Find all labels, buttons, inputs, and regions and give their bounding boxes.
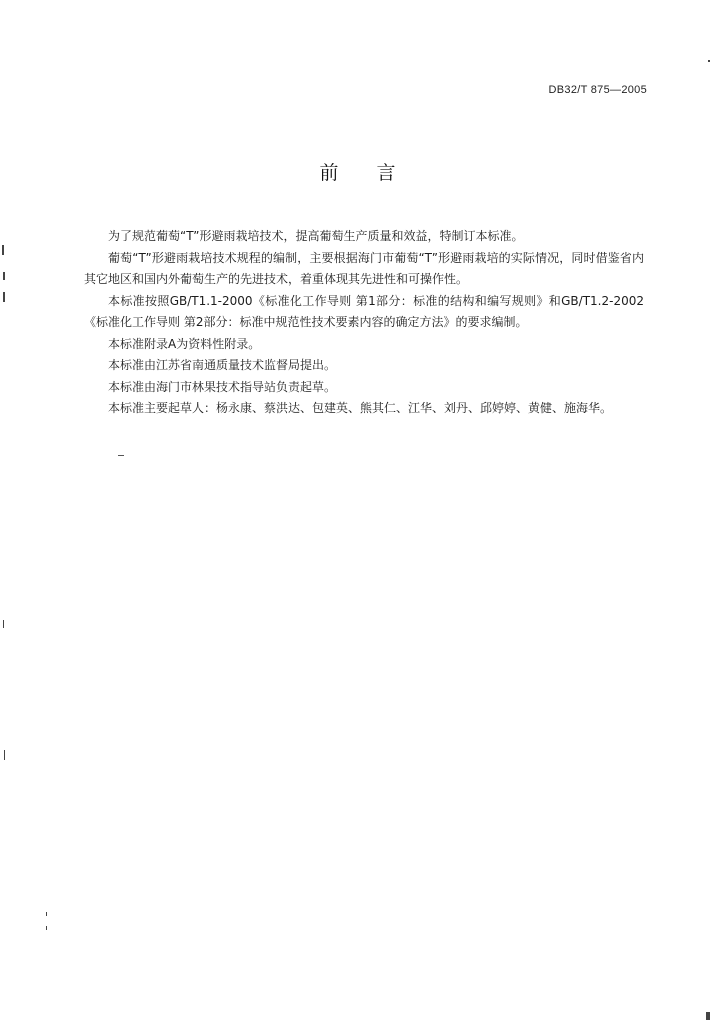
- stray-dash-mark: [118, 455, 124, 456]
- paragraph-proposer: 本标准由江苏省南通质量技术监督局提出。: [108, 358, 337, 372]
- scan-artifact: [3, 620, 4, 628]
- standard-code: DB32/T 875—2005: [548, 84, 647, 96]
- paragraph-drafters: 本标准主要起草人：杨永康、蔡洪达、包建英、熊其仁、江华、刘丹、邱婷婷、黄健、施海华。: [108, 401, 613, 415]
- scan-artifact: [708, 60, 710, 62]
- page-title: 前言: [319, 162, 434, 184]
- paragraph-drafter-org: 本标准由海门市林果技术指导站负责起草。: [108, 379, 337, 394]
- paragraph-basis: 葡萄“T”形避雨栽培技术规程的编制，主要根据海门市葡萄“T”形避雨栽培的实际情况，同时借鉴省内其它地区和国内外葡萄生产的先进技术，着重体现其先进性和可操作性。: [84, 250, 644, 286]
- scan-artifact: [4, 750, 5, 760]
- scan-artifact: [46, 926, 47, 930]
- paragraph-appendix: 本标准附录A为资料性附录。: [108, 336, 261, 351]
- scan-artifact: [3, 272, 5, 280]
- foreword-body: [84, 226, 644, 420]
- scan-artifact: [3, 292, 5, 302]
- scan-artifact: [706, 1012, 710, 1020]
- paragraph-format: 本标准按照GB/T1.1-2000《标准化工作导则 第1部分：标准的结构和编写规则》和GB/T1.2-2002《标准化工作导则 第2部分：标准中规范性技术要素内容的确定方法》的要求编制。: [84, 293, 644, 329]
- scan-artifact: [2, 245, 4, 255]
- paragraph-purpose: 为了规范葡萄“T”形避雨栽培技术，提高葡萄生产质量和效益，特制订本标准。: [108, 229, 524, 243]
- scan-artifact: [46, 912, 47, 916]
